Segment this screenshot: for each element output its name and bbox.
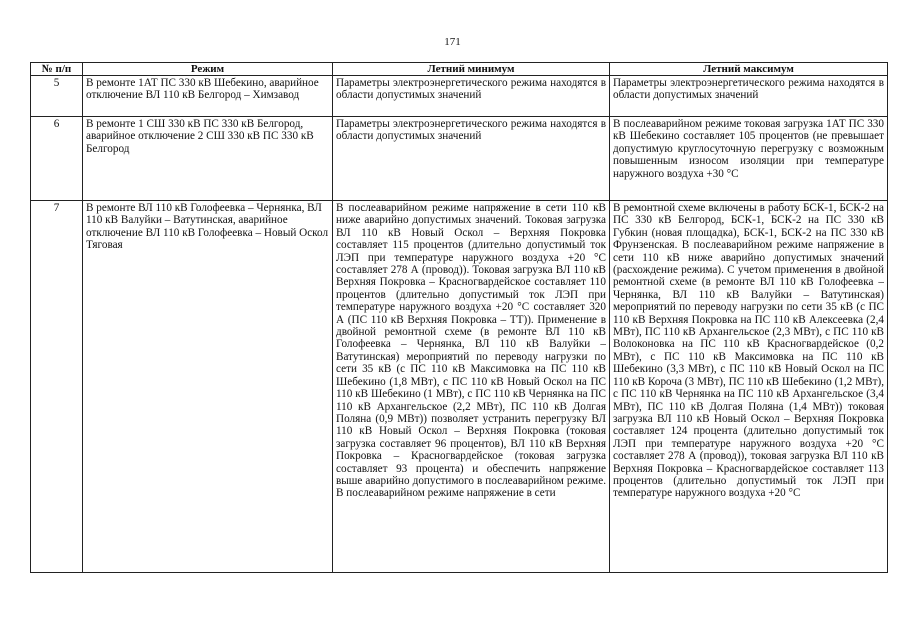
page-number: 171 xyxy=(444,36,461,48)
row-mode: В ремонте 1АТ ПС 330 кВ Шебекино, аварийное отключение ВЛ 110 кВ Белгород – Химзавод xyxy=(83,76,333,117)
table-row xyxy=(31,201,888,573)
row-mode: В ремонте 1 СШ 330 кВ ПС 330 кВ Белгород, аварийное отключение 2 СШ 330 кВ ПС 330 кВ Белгород xyxy=(83,117,333,201)
row-number: 5 xyxy=(31,76,83,117)
row-summer-min: Параметры электроэнергетического режима находятся в области допустимых значений xyxy=(333,117,610,201)
row-summer-max: Параметры электроэнергетического режима находятся в области допустимых значений xyxy=(610,76,888,117)
row-summer-min: Параметры электроэнергетического режима находятся в области допустимых значений xyxy=(333,76,610,117)
table-row xyxy=(31,117,888,201)
regime-table xyxy=(30,62,888,573)
table-header-row xyxy=(31,63,888,76)
row-summer-min: В послеаварийном режиме напряжение в сети 110 кВ ниже аварийно допустимых значений. Токовая загрузка ВЛ 110 кВ Новый Оскол – Верхняя Покровка составляет 115 процентов (длительно допустимый ток ЛЭП при температуре наружного воздуха +20 °С составляет 278 А (провод)). Токовая загрузка ВЛ 110 кВ Верхняя Покровка – Красногвардейское составляет 110 процентов (длительно допустимый ток ЛЭП при температуре наружного воздуха +20 °С составляет 320 А (ПС 110 кВ Верхняя Покровка – ТТ)). Применение в двойной ремонтной схеме (в ремонте ВЛ 110 кВ Голофеевка – Чернянка, ВЛ 110 кВ Валуйки – Ватутинская) мероприятий по переводу нагрузки по сети 35 кВ (с ПС 110 кВ Максимовка на ПС 110 кВ Шебекино (1,8 МВт), с ПС 110 кВ Новый Оскол на ПС 110 кВ Шебекино (1 МВт), с ПС 110 кВ Чернянка на ПС 110 кВ Архангельское (2,2 МВт), ПС 110 кВ Долгая Поляна (0,9 МВт)) позволяет устранить перегрузку ВЛ 110 кВ Новый Оскол – Верхняя Покровка (токовая загрузка составляет 96 процентов), ВЛ 110 кВ Верхняя Покровка – Красногвардейское (токовая загрузка составляет 93 процента) и обеспечить напряжение выше аварийно допустимого в послеаварийном режиме. В послеаварийном режиме напряжение в сети xyxy=(336,202,606,500)
row-summer-max: В послеаварийном режиме токовая загрузка 1АТ ПС 330 кВ Шебекино составляет 105 процентов (не превышает допустимую круглосуточную перегрузку с возможным повышенным износом изоляции при температуре наружного воздуха +30 °С xyxy=(610,117,888,201)
row-number: 7 xyxy=(31,201,83,573)
row-summer-min-cell xyxy=(333,201,610,573)
row-summer-max-cell xyxy=(610,201,888,573)
table-row xyxy=(31,76,888,117)
header-number: № п/п xyxy=(31,63,83,76)
header-summer-min: Летний минимум xyxy=(333,63,610,76)
header-summer-max: Летний максимум xyxy=(610,63,888,76)
row-number: 6 xyxy=(31,117,83,201)
header-mode: Режим xyxy=(83,63,333,76)
row-mode: В ремонте ВЛ 110 кВ Голофеевка – Чернянка, ВЛ 110 кВ Валуйки – Ватутинская, аварийное отключение ВЛ 110 кВ Голофеевка – Новый Оскол Тяговая xyxy=(83,201,333,573)
row-summer-max: В ремонтной схеме включены в работу БСК-1, БСК-2 на ПС 330 кВ Белгород, БСК-1, БСК-2 на ПС 330 кВ Губкин (новая площадка), БСК-1, БСК-2 на ПС 330 кВ Фрунзенская. В послеаварийном режиме напряжение в сети 110 кВ ниже аварийно допустимых значений (расхождение режима). С учетом применения в двойной ремонтной схеме (в ремонте ВЛ 110 кВ Голофеевка – Чернянка, ВЛ 110 кВ Валуйки – Ватутинская) мероприятий по переводу нагрузки по сети 35 кВ (с ПС 110 кВ Верхняя Покровка на ПС 110 кВ Алексеевка (2,4 МВт), ПС 110 кВ Архангельское (2,3 МВт), с ПС 110 кВ Волоконовка на ПС 110 кВ Красногвардейское (0,2 МВт), с ПС 110 кВ Максимовка на ПС 110 кВ Шебекино (3,3 МВт), с ПС 110 кВ Новый Оскол на ПС 110 кВ Короча (3 МВт), ПС 110 кВ Шебекино (1,2 МВт), с ПС 110 кВ Чернянка на ПС 110 кВ Архангельское (3,4 МВт), ПС 110 кВ Долгая Поляна (1,4 МВт)) токовая загрузка ВЛ 110 кВ Новый Оскол – Верхняя Покровка составляет 124 процента (длительно допустимый ток ЛЭП при температуре наружного воздуха +20 °С составляет 278 А (провод)), токовая загрузка ВЛ 110 кВ Верхняя Покровка – Красногвардейское составляет 113 процентов (длительно допустимый ток ЛЭП при температуре наружного воздуха +20 °С xyxy=(613,202,884,500)
